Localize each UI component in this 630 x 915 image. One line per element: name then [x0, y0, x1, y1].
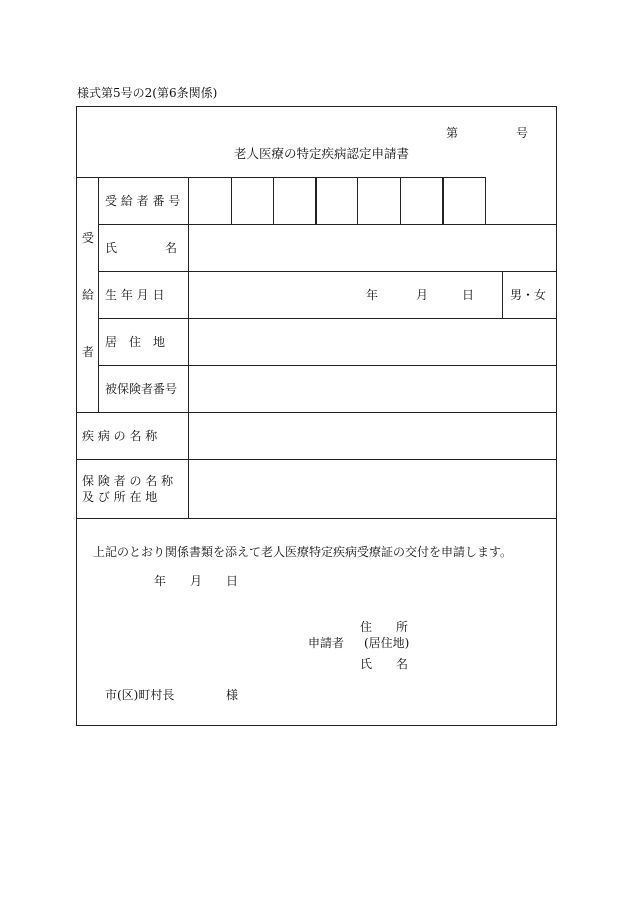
- insurer-label-line1: 保 険 者 の 名 称: [82, 474, 174, 488]
- digit-box-divider: [442, 177, 444, 224]
- digit-box-divider: [231, 177, 232, 224]
- divider: [76, 459, 556, 460]
- number-go: 号: [516, 126, 529, 140]
- mayor-addressee: 市(区)町村長: [105, 688, 175, 702]
- divider: [76, 412, 556, 413]
- divider: [98, 177, 99, 412]
- birth-day-label: 日: [462, 288, 475, 302]
- application-statement: 上記のとおり関係書類を添えて老人医療特定疾病受療証の交付を申請します。: [93, 545, 513, 559]
- applicant-residence-label: (居住地): [364, 636, 410, 650]
- form-label: 様式第5号の2(第6条関係): [77, 86, 218, 100]
- address-label: 居 住 地: [105, 335, 166, 349]
- birth-year-label: 年: [366, 288, 379, 302]
- digit-box-divider: [357, 177, 358, 224]
- recipient-group-char: 給: [82, 288, 95, 302]
- insurer-label-line2: 及 び 所 在 地: [82, 490, 158, 504]
- divider: [98, 271, 556, 272]
- birth-month-label: 月: [416, 288, 429, 302]
- digit-box-divider: [485, 177, 486, 224]
- divider: [76, 518, 556, 519]
- date-month-label: 月: [190, 574, 203, 588]
- date-day-label: 日: [226, 574, 239, 588]
- digit-box-divider: [273, 177, 274, 224]
- divider: [98, 365, 556, 366]
- number-dai: 第: [446, 126, 459, 140]
- recipient-group-char: 者: [82, 345, 95, 359]
- sex-label: 男・女: [510, 288, 547, 302]
- divider: [98, 224, 556, 225]
- divider: [76, 177, 486, 178]
- applicant-name-label: 氏 名: [360, 657, 409, 671]
- disease-name-label: 疾 病 の 名 称: [82, 429, 158, 443]
- form-title: 老人医療の特定疾病認定申請書: [234, 146, 410, 161]
- digit-box-divider: [315, 177, 317, 224]
- applicant-label: 申請者: [308, 636, 345, 650]
- insured-number-label: 被保険者番号: [105, 382, 178, 396]
- divider: [188, 177, 189, 518]
- birth-date-label: 生 年 月 日: [105, 288, 165, 302]
- recipient-name-label: 氏 名: [105, 241, 178, 255]
- applicant-address-label: 住 所: [360, 620, 409, 634]
- honorific-sama: 様: [226, 688, 239, 702]
- digit-box-divider: [400, 177, 401, 224]
- recipient-number-label: 受 給 者 番 号: [105, 194, 181, 208]
- date-year-label: 年: [154, 574, 167, 588]
- recipient-group-char: 受: [82, 231, 95, 245]
- divider: [98, 318, 556, 319]
- divider: [502, 271, 503, 318]
